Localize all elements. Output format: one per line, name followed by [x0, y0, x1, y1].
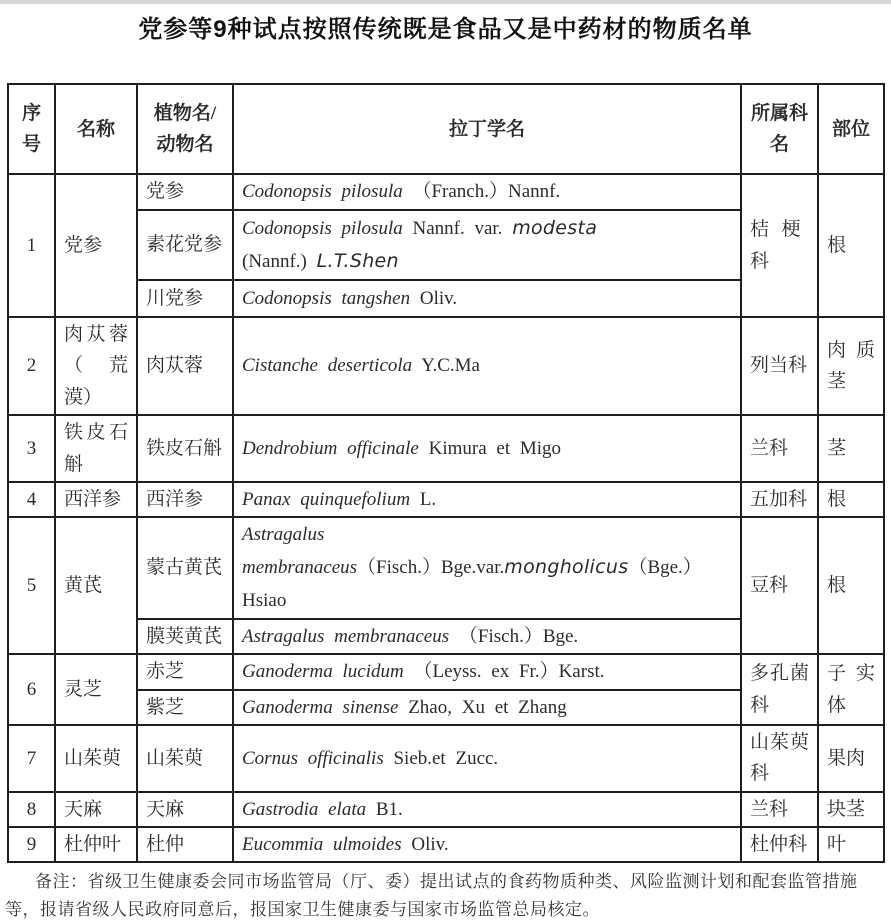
row-1-latin-b [233, 210, 741, 281]
latin-binomial: Codonopsis tangshen [242, 287, 411, 309]
latin-author: Sieb.et Zucc. [393, 747, 499, 769]
latin-author: Nannf. var. [412, 217, 503, 239]
latin-author-name: L.T.Shen [316, 249, 399, 272]
row-6-no: 6 [8, 654, 55, 725]
row-8-part: 块茎 [818, 792, 884, 827]
header-family: 所属科名 [741, 84, 818, 174]
row-1-latin-c [233, 280, 741, 317]
row-7-name: 山茱萸 [55, 725, 137, 792]
header-plant-line1: 植物名/ [153, 102, 217, 124]
row-6-plant-b: 紫芝 [137, 690, 233, 725]
latin-author: Oliv. [419, 287, 458, 309]
row-4-latin [233, 482, 741, 517]
latin-line [242, 212, 732, 245]
row-9-part: 叶 [818, 827, 884, 862]
latin-binomial: Ganoderma sinense [242, 696, 399, 718]
table-row [8, 174, 884, 209]
row-9-family: 杜仲科 [741, 827, 818, 862]
row-7-latin [233, 725, 741, 792]
row-1-family: 桔梗科 [741, 174, 818, 317]
row-3-part: 茎 [818, 415, 884, 482]
row-1-plant-a: 党参 [137, 174, 233, 209]
header-latin: 拉丁学名 [233, 84, 741, 174]
substance-table [7, 83, 885, 863]
latin-binomial: Astragalus membranaceus [242, 626, 450, 648]
row-3-latin [233, 415, 741, 482]
row-3-no: 3 [8, 415, 55, 482]
latin-author: （Fisch.）Bge. [458, 626, 579, 648]
table-row [8, 415, 884, 482]
header-index: 序号 [8, 84, 55, 174]
row-7-no: 7 [8, 725, 55, 792]
latin-binomial: Dendrobium officinale [242, 437, 419, 459]
row-5-family: 豆科 [741, 517, 818, 654]
row-8-name: 天麻 [55, 792, 137, 827]
latin-author: （Fisch.）Bge.var. [357, 557, 505, 579]
latin-author: Kimura et Migo [428, 437, 562, 459]
table-row [8, 654, 884, 689]
latin-author: （Leyss. ex Fr.）Karst. [413, 661, 605, 683]
row-2-plant: 肉苁蓉 [137, 317, 233, 415]
latin-author: （Franch.）Nannf. [412, 181, 561, 203]
row-6-family: 多孔菌科 [741, 654, 818, 725]
row-9-latin [233, 827, 741, 862]
row-2-part: 肉质茎 [818, 317, 884, 415]
row-5-latin-a [233, 517, 741, 619]
row-6-latin-b [233, 690, 741, 725]
table-row [8, 317, 884, 415]
row-5-plant-b: 膜荚黄芪 [137, 619, 233, 654]
row-6-name: 灵芝 [55, 654, 137, 725]
row-8-family: 兰科 [741, 792, 818, 827]
header-plant-line2: 动物名 [156, 134, 214, 156]
row-7-family: 山茱萸科 [741, 725, 818, 792]
row-5-no: 5 [8, 517, 55, 654]
row-4-no: 4 [8, 482, 55, 517]
latin-binomial: Eucommia ulmoides [242, 834, 402, 856]
row-1-part: 根 [818, 174, 884, 317]
window-edge-strip [0, 0, 891, 4]
row-1-no: 1 [8, 174, 55, 317]
row-8-no: 8 [8, 792, 55, 827]
row-1-latin-a [233, 174, 741, 209]
row-1-plant-c: 川党参 [137, 280, 233, 317]
row-4-plant: 西洋参 [137, 482, 233, 517]
row-5-name: 黄芪 [55, 517, 137, 654]
row-6-plant-a: 赤芝 [137, 654, 233, 689]
row-4-name: 西洋参 [55, 482, 137, 517]
page-title: 党参等9种试点按照传统既是食品又是中药材的物质名单 [138, 16, 753, 43]
latin-binomial: Codonopsis pilosula [242, 181, 403, 203]
latin-author: L. [419, 488, 437, 510]
table-row [8, 792, 884, 827]
footnote: 备注：省级卫生健康委会同市场监管局（厅、委）提出试点的食药物质种类、风险监测计划和配套监管措施等，报请省级人民政府同意后，报国家卫生健康委与国家市场监管总局核定。 [5, 872, 858, 920]
row-5-part: 根 [818, 517, 884, 654]
row-8-plant: 天麻 [137, 792, 233, 827]
row-2-family: 列当科 [741, 317, 818, 415]
row-1-name: 党参 [55, 174, 137, 317]
latin-species: membranaceus [242, 557, 358, 579]
header-part: 部位 [818, 84, 884, 174]
row-6-part: 子实体 [818, 654, 884, 725]
latin-author: Y.C.Ma [421, 355, 480, 377]
header-plant [137, 84, 233, 174]
row-2-name: 肉苁蓉（荒漠） [55, 317, 137, 415]
table-row [8, 725, 884, 792]
latin-genus: Astragalus [242, 524, 325, 546]
table-row [8, 827, 884, 862]
row-6-latin-a [233, 654, 741, 689]
row-5-latin-b [233, 619, 741, 654]
header-row [8, 84, 884, 174]
latin-author: Zhao, Xu et Zhang [408, 696, 567, 718]
row-9-plant: 杜仲 [137, 827, 233, 862]
table-row [8, 517, 884, 619]
latin-binomial: Codonopsis pilosula [242, 217, 403, 239]
table-row [8, 482, 884, 517]
latin-line [242, 551, 732, 617]
row-2-no: 2 [8, 317, 55, 415]
header-name: 名称 [55, 84, 137, 174]
latin-binomial: Cornus officinalis [242, 747, 384, 769]
latin-line [242, 245, 732, 278]
latin-binomial: Gastrodia elata [242, 798, 367, 820]
row-7-part: 果肉 [818, 725, 884, 792]
row-4-part: 根 [818, 482, 884, 517]
latin-variety: modesta [512, 216, 598, 239]
row-9-name: 杜仲叶 [55, 827, 137, 862]
latin-variety: mongholicus [504, 556, 629, 579]
row-3-plant: 铁皮石斛 [137, 415, 233, 482]
row-9-no: 9 [8, 827, 55, 862]
latin-binomial: Cistanche deserticola [242, 355, 413, 377]
row-3-name: 铁皮石斛 [55, 415, 137, 482]
latin-binomial: Ganoderma lucidum [242, 661, 404, 683]
row-3-family: 兰科 [741, 415, 818, 482]
row-4-family: 五加科 [741, 482, 818, 517]
latin-line [242, 519, 732, 551]
row-7-plant: 山茱萸 [137, 725, 233, 792]
latin-author: B1. [375, 798, 403, 820]
row-5-plant-a: 蒙古黄芪 [137, 517, 233, 619]
row-2-latin [233, 317, 741, 415]
latin-author: （Bge.）Hsiao [242, 557, 702, 611]
row-8-latin [233, 792, 741, 827]
row-1-plant-b: 素花党参 [137, 210, 233, 281]
latin-author: (Nannf.) [242, 250, 307, 272]
latin-binomial: Panax quinquefolium [242, 488, 411, 510]
latin-author: Oliv. [411, 834, 449, 856]
